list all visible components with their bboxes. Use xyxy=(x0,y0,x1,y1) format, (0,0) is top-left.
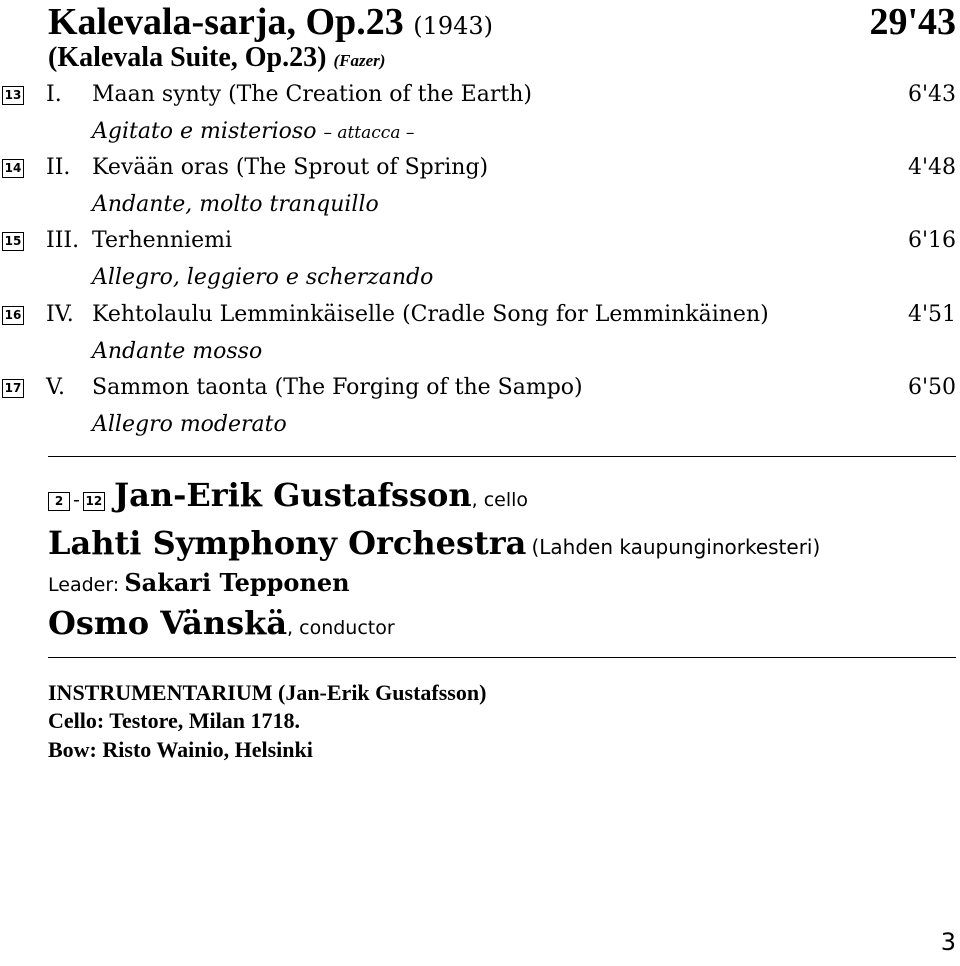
soloist-role: , cello xyxy=(471,489,529,511)
tempo-marking: Andante, molto tranquillo xyxy=(92,192,379,217)
track-range-start-badge: 2 xyxy=(48,492,70,511)
soloist-line xyxy=(48,476,528,514)
leader-name: Sakari Tepponen xyxy=(124,568,350,597)
suite-title-text: Kalevala-sarja, Op.23 xyxy=(48,1,404,43)
tempo-marking: Andante mosso xyxy=(92,339,263,364)
movement-numeral: III. xyxy=(46,228,80,253)
leader-line xyxy=(48,568,350,597)
conductor-line xyxy=(48,604,395,642)
suite-title xyxy=(48,0,493,44)
movement-numeral: I. xyxy=(46,82,62,107)
track-row xyxy=(0,375,960,415)
track-range-end-badge: 12 xyxy=(83,492,105,511)
track-number-badge: 16 xyxy=(2,306,24,325)
track-range-separator: - xyxy=(73,489,80,511)
tempo-marking: Allegro, leggiero e scherzando xyxy=(92,265,434,290)
soloist-name: Jan-Erik Gustafsson xyxy=(113,476,472,514)
orchestra-alt-name: (Lahden kaupunginorkesteri) xyxy=(531,535,821,559)
attacca-note: – attacca – xyxy=(323,123,415,143)
movement-numeral: IV. xyxy=(46,302,74,327)
tempo-marking: Allegro moderato xyxy=(92,412,287,437)
movement-duration: 4'48 xyxy=(907,155,956,180)
track-number-badge: 17 xyxy=(2,379,24,398)
tempo-marking xyxy=(92,119,414,144)
publisher: (Fazer) xyxy=(333,51,386,70)
orchestra-name: Lahti Symphony Orchestra xyxy=(48,524,527,562)
movement-title: Kehtolaulu Lemminkäiselle (Cradle Song for Lemminkäinen) xyxy=(92,302,769,327)
movement-duration: 4'51 xyxy=(907,302,956,327)
movement-numeral: II. xyxy=(46,155,71,180)
instrumentarium-heading: INSTRUMENTARIUM (Jan-Erik Gustafsson) xyxy=(48,680,487,705)
conductor-role: , conductor xyxy=(287,617,395,639)
movement-duration: 6'50 xyxy=(907,375,956,400)
bow-info: Bow: Risto Wainio, Helsinki xyxy=(48,737,313,762)
movement-duration: 6'16 xyxy=(907,228,956,253)
suite-subtitle-text: (Kalevala Suite, Op.23) xyxy=(48,42,327,73)
total-duration: 29'43 xyxy=(869,1,956,43)
track-row xyxy=(0,155,960,195)
cello-info: Cello: Testore, Milan 1718. xyxy=(48,708,300,733)
track-row xyxy=(0,302,960,342)
divider xyxy=(48,657,956,658)
track-row xyxy=(0,82,960,122)
movement-numeral: V. xyxy=(46,375,66,400)
divider xyxy=(48,456,956,457)
movement-title: Kevään oras (The Sprout of Spring) xyxy=(92,155,489,180)
leader-label: Leader: xyxy=(48,574,120,596)
orchestra-line xyxy=(48,524,820,562)
suite-subtitle xyxy=(48,42,385,74)
movement-title: Sammon taonta (The Forging of the Sampo) xyxy=(92,375,583,400)
movement-title: Terhenniemi xyxy=(92,228,232,253)
track-number-badge: 15 xyxy=(2,232,24,251)
track-number-badge: 13 xyxy=(2,86,24,105)
movement-title: Maan synty (The Creation of the Earth) xyxy=(92,82,532,107)
conductor-name: Osmo Vänskä xyxy=(48,604,288,642)
page-number: 3 xyxy=(940,928,956,956)
tempo-text: Agitato e misterioso xyxy=(92,119,317,144)
movement-duration: 6'43 xyxy=(907,82,956,107)
suite-year: (1943) xyxy=(413,12,494,40)
track-row xyxy=(0,228,960,268)
track-number-badge: 14 xyxy=(2,159,24,178)
